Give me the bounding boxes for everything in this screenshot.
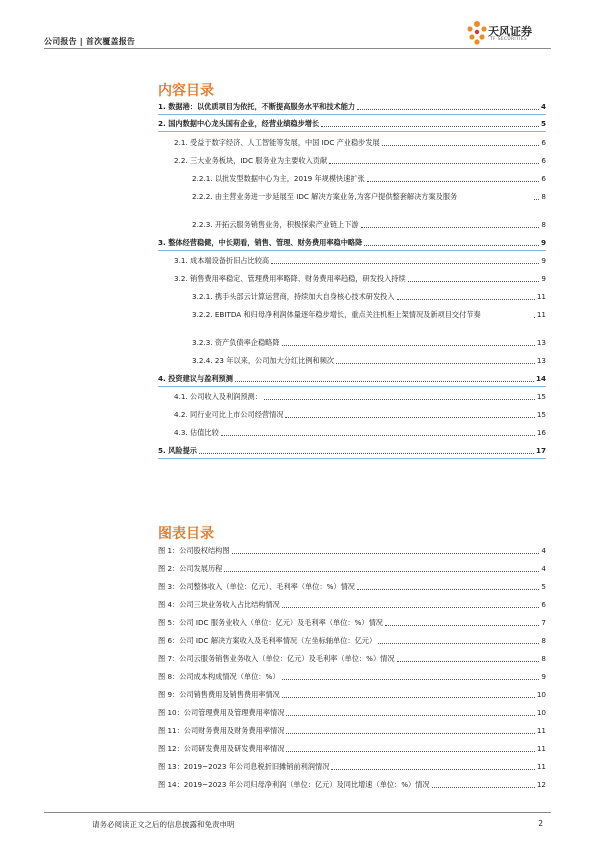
- leader-dots: [282, 679, 540, 680]
- figure-entry-label: 图 8：公司成本构成情况（单位：%）: [158, 672, 280, 681]
- leader-dots: [397, 299, 535, 300]
- toc-entry-page: 14: [535, 374, 546, 383]
- figure-entry[interactable]: [158, 654, 546, 664]
- figure-entry-page: 4: [541, 546, 546, 555]
- toc-entry-label: 3.2.3. 资产负债率企稳略降: [192, 338, 280, 347]
- toc-entry[interactable]: [158, 119, 546, 132]
- toc-entry-page: 15: [536, 392, 546, 401]
- toc-entry[interactable]: [174, 138, 546, 148]
- toc-entry[interactable]: [174, 392, 546, 402]
- toc-entry[interactable]: [192, 310, 546, 320]
- toc-entry-page: 8: [541, 220, 546, 229]
- figure-entry-page: 11: [536, 726, 546, 735]
- leader-dots: [534, 199, 539, 200]
- toc-entry-label: 3.2.4. 23 年以来，公司加大分红比例和频次: [192, 356, 335, 365]
- leader-dots: [357, 109, 539, 110]
- leader-dots: [282, 697, 535, 698]
- figure-entry-label: 图 10：公司管理费用及管理费用率情况: [158, 708, 285, 717]
- company-logo: [466, 20, 556, 50]
- brand-name: 天风证券: [488, 25, 532, 38]
- header-divider: [44, 48, 551, 49]
- pinwheel-logo-icon: [466, 20, 488, 46]
- figure-entry[interactable]: [158, 780, 546, 790]
- toc-entry-page: 6: [541, 174, 546, 183]
- toc-entry-page: 15: [536, 410, 546, 419]
- figure-entry-label: 图 6：公司 IDC 解决方案收入及毛利率情况（左坐标轴单位：亿元）: [158, 636, 377, 645]
- toc-entry[interactable]: [192, 356, 546, 366]
- figure-entry-label: 图 9：公司销售费用及销售费用率情况: [158, 690, 280, 699]
- leader-dots: [329, 163, 539, 164]
- toc-entry[interactable]: [174, 428, 546, 438]
- toc-entry-label: 3. 整体经营稳健，中长期看，销售、管理、财务费用率稳中略降: [158, 238, 363, 247]
- figure-entry-page: 8: [541, 654, 546, 663]
- figure-entry[interactable]: [158, 600, 546, 610]
- toc-title: 内容目录: [158, 83, 214, 99]
- figure-entry-label: 图 14：2019~2023 年公司归母净利润（单位：亿元）及同比增速（单位：%）情况: [158, 780, 430, 789]
- toc-entry[interactable]: [174, 156, 546, 166]
- toc-entry-page: 5: [540, 119, 546, 128]
- figure-entry-page: 9: [541, 672, 546, 681]
- leader-dots: [282, 607, 540, 608]
- toc-entry-page: 13: [536, 338, 546, 347]
- leader-dots: [286, 751, 534, 752]
- toc-entry-label: 3.2.1. 携手头部云计算运营商，持续加大自身核心技术研发投入: [192, 292, 395, 301]
- leader-dots: [286, 733, 534, 734]
- figure-entry[interactable]: [158, 582, 546, 592]
- toc-entry-label: 2. 国内数据中心龙头国有企业，经营业绩稳步增长: [158, 119, 320, 128]
- toc-entry[interactable]: [158, 446, 546, 459]
- toc-entry-page: 6: [541, 138, 546, 147]
- toc-entry[interactable]: [192, 220, 546, 230]
- toc-entry-page: 9: [541, 274, 546, 283]
- figure-entry[interactable]: [158, 546, 546, 556]
- footer-divider: [44, 812, 551, 813]
- figure-entry-label: 图 4：公司三块业务收入占比结构情况: [158, 600, 280, 609]
- figures-title: 图表目录: [158, 526, 214, 542]
- toc-entry[interactable]: [158, 374, 546, 387]
- figure-entry-label: 图 5：公司 IDC 服务业收入（单位：亿元）及毛利率（单位：%）情况: [158, 618, 383, 627]
- toc-entry[interactable]: [192, 292, 546, 302]
- brand-name-en: TF SECURITIES: [490, 37, 528, 42]
- toc-entry-label: 4.3. 估值比较: [174, 428, 219, 437]
- leader-dots: [286, 715, 534, 716]
- leader-dots: [221, 435, 535, 436]
- leader-dots: [331, 769, 535, 770]
- leader-dots: [534, 317, 535, 318]
- toc-entry-label: 3.1. 成本端设备折旧占比较高: [174, 256, 270, 265]
- leader-dots: [432, 787, 535, 788]
- toc-entry-label: 4. 投资建议与盈利预测: [158, 374, 233, 383]
- figure-entry[interactable]: [158, 564, 546, 574]
- toc-entry-label: 2.2.1. 以批发型数据中心为主，2019 年规模快速扩张: [192, 174, 365, 183]
- toc-entry-label: 1. 数据港：以优质项目为依托，不断提高服务水平和技术能力: [158, 102, 356, 111]
- figure-entry-label: 图 13：2019~2023 年公司息税折旧摊销前利润情况: [158, 762, 330, 771]
- report-type-label: 公司报告 | 首次覆盖报告: [44, 37, 136, 46]
- figure-entry-page: 5: [541, 582, 546, 591]
- leader-dots: [232, 553, 540, 554]
- figure-entry[interactable]: [158, 690, 546, 700]
- toc-entry[interactable]: [192, 338, 546, 348]
- toc-entry[interactable]: [158, 102, 546, 115]
- leader-dots: [361, 227, 540, 228]
- leader-dots: [264, 399, 535, 400]
- toc-entry-page: 17: [535, 446, 546, 455]
- toc-entry[interactable]: [174, 274, 546, 284]
- leader-dots: [408, 281, 540, 282]
- figure-entry[interactable]: [158, 618, 546, 628]
- figure-entry-page: 8: [541, 636, 546, 645]
- figure-entry-label: 图 1：公司股权结构图: [158, 546, 230, 555]
- toc-entry-page: 4: [540, 102, 546, 111]
- toc-entry-label: 4.1. 公司收入及利润预测：: [174, 392, 262, 401]
- toc-entry-label: 5. 风险提示: [158, 446, 197, 455]
- figure-entry-page: 12: [536, 780, 546, 789]
- toc-entry-page: 9: [541, 256, 546, 265]
- toc-entry-label: 4.2. 同行业可比上市公司经营情况: [174, 410, 284, 419]
- toc-entry-page: 16: [536, 428, 546, 437]
- leader-dots: [397, 661, 540, 662]
- figure-entry-page: 10: [536, 690, 546, 699]
- figure-entry-label: 图 3：公司整体收入（单位：亿元）、毛利率（单位：%）情况: [158, 582, 355, 591]
- leader-dots: [224, 571, 539, 572]
- disclaimer-text: 请务必阅读正文之后的信息披露和免责申明: [92, 820, 235, 829]
- figure-entry-page: 11: [536, 762, 546, 771]
- toc-entry-label: 2.2.2. 由主营业务进一步延展至 IDC 解决方案业务,为客户提供整套解决方案及服务: [192, 192, 458, 201]
- toc-entry-page: 8: [541, 192, 546, 201]
- leader-dots: [385, 625, 539, 626]
- toc-entry-label: 2.2. 三大业务板块，IDC 服务业为主要收入贡献: [174, 156, 328, 165]
- toc-entry-page: 6: [541, 156, 546, 165]
- figure-entry-label: 图 12：公司研发费用及研发费用率情况: [158, 744, 285, 753]
- leader-dots: [382, 145, 540, 146]
- toc-entry-label: 2.2.3. 开拓云服务销售业务，积极探索产业链上下游: [192, 220, 359, 229]
- figure-entry[interactable]: [158, 726, 546, 736]
- toc-entry[interactable]: [192, 174, 546, 184]
- toc-entry-label: 2.1. 受益于数字经济、人工智能等发展，中国 IDC 产业稳步发展: [174, 138, 380, 147]
- figure-entry-page: 4: [541, 564, 546, 573]
- figure-entry-page: 10: [536, 708, 546, 717]
- toc-entry[interactable]: [174, 410, 546, 420]
- leader-dots: [235, 381, 534, 382]
- figure-entry-page: 7: [541, 618, 546, 627]
- figure-entry[interactable]: [158, 762, 546, 772]
- toc-entry-page: 13: [536, 356, 546, 365]
- figure-entry[interactable]: [158, 744, 546, 754]
- leader-dots: [364, 245, 539, 246]
- leader-dots: [321, 126, 539, 127]
- toc-entry[interactable]: [158, 238, 546, 251]
- toc-entry-label: 3.2.2. EBITDA 和归母净利润体量逐年稳步增长，重点关注机柜上架情况及新项目交付节奏: [192, 310, 481, 319]
- page-number: 2: [538, 819, 543, 828]
- leader-dots: [282, 345, 535, 346]
- toc-entry[interactable]: [174, 256, 546, 266]
- figure-entry-page: 11: [536, 744, 546, 753]
- figure-entry[interactable]: [158, 708, 546, 718]
- figure-entry-page: 6: [541, 600, 546, 609]
- leader-dots: [336, 363, 535, 364]
- toc-entry[interactable]: [192, 192, 546, 202]
- toc-entry-label: 3.2. 销售费用率稳定、管理费用率略降、财务费用率趋稳，研发投入持续: [174, 274, 406, 283]
- leader-dots: [271, 263, 539, 264]
- leader-dots: [285, 417, 534, 418]
- toc-entry-page: 9: [540, 238, 546, 247]
- leader-dots: [357, 589, 539, 590]
- leader-dots: [199, 453, 534, 454]
- figure-entry-label: 图 7：公司云服务销售业务收入（单位：亿元）及毛利率（单位：%）情况: [158, 654, 395, 663]
- figure-entry[interactable]: [158, 672, 546, 682]
- leader-dots: [367, 181, 540, 182]
- figure-entry-label: 图 11：公司财务费用及财务费用率情况: [158, 726, 285, 735]
- toc-entry-page: 11: [536, 292, 546, 301]
- figure-entry-label: 图 2：公司发展历程: [158, 564, 223, 573]
- leader-dots: [378, 643, 539, 644]
- toc-entry-page: 11: [536, 310, 546, 319]
- figure-entry[interactable]: [158, 636, 546, 646]
